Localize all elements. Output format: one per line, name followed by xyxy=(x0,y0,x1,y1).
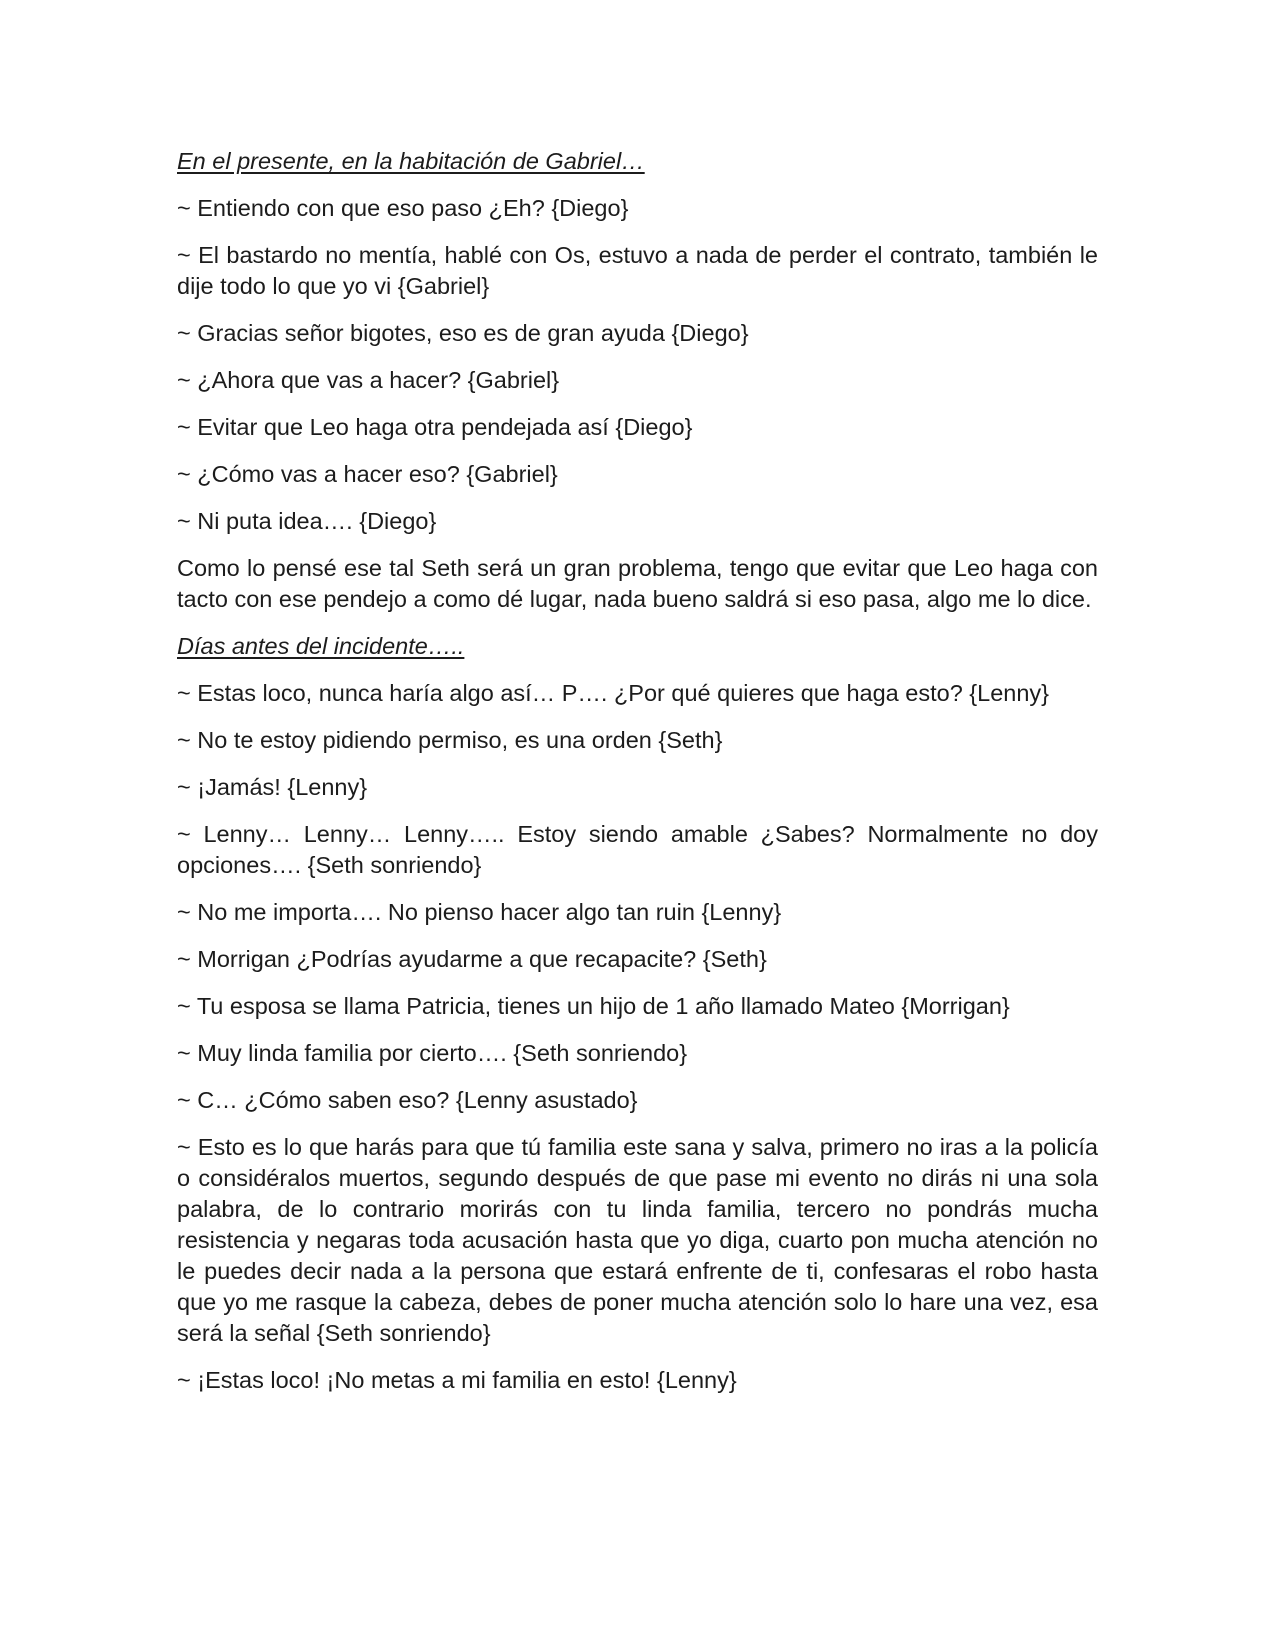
dialogue-line: ~ No te estoy pidiendo permiso, es una orden {Seth} xyxy=(177,727,723,753)
dialogue-line: ~ Esto es lo que harás para que tú familia este sana y salva, primero no iras a la policía o considéralos muertos, segundo después de que pase mi evento no dirás ni una sola palabra, de lo contrario morirás con tu linda familia, tercero no pondrás mucha resistencia y negaras toda acusación hasta que yo diga, cuarto pon mucha atención no le puedes decir nada a la persona que estará enfrente de ti, confesaras el robo hasta que yo me rasque la cabeza, debes de poner mucha atención solo lo hare una vez, esa será la señal {Seth sonriendo} xyxy=(177,1134,1098,1346)
dialogue-line: ~ Entiendo con que eso paso ¿Eh? {Diego} xyxy=(177,195,629,221)
dialogue-line: ~ Ni puta idea…. {Diego} xyxy=(177,508,437,534)
document-page xyxy=(177,146,1098,1412)
scene-heading: En el presente, en la habitación de Gabriel… xyxy=(177,148,645,174)
dialogue-line: ~ Tu esposa se llama Patricia, tienes un hijo de 1 año llamado Mateo {Morrigan} xyxy=(177,993,1010,1019)
dialogue-line: ~ ¿Cómo vas a hacer eso? {Gabriel} xyxy=(177,461,558,487)
dialogue-line: ~ Lenny… Lenny… Lenny….. Estoy siendo amable ¿Sabes? Normalmente no doy opciones…. {Seth sonriendo} xyxy=(177,821,1098,878)
dialogue-line: ~ ¡Estas loco! ¡No metas a mi familia en esto! {Lenny} xyxy=(177,1367,737,1393)
dialogue-line: ~ C… ¿Cómo saben eso? {Lenny asustado} xyxy=(177,1087,638,1113)
dialogue-line: ~ ¡Jamás! {Lenny} xyxy=(177,774,368,800)
scene-heading: Días antes del incidente….. xyxy=(177,633,465,659)
dialogue-line: ~ No me importa…. No pienso hacer algo tan ruin {Lenny} xyxy=(177,899,782,925)
dialogue-line: ~ El bastardo no mentía, hablé con Os, estuvo a nada de perder el contrato, también le dije todo lo que yo vi {Gabriel} xyxy=(177,242,1098,299)
dialogue-line: ~ Morrigan ¿Podrías ayudarme a que recapacite? {Seth} xyxy=(177,946,767,972)
dialogue-line: ~ ¿Ahora que vas a hacer? {Gabriel} xyxy=(177,367,560,393)
dialogue-line: ~ Muy linda familia por cierto…. {Seth sonriendo} xyxy=(177,1040,688,1066)
narration-paragraph: Como lo pensé ese tal Seth será un gran problema, tengo que evitar que Leo haga con tacto con ese pendejo a como dé lugar, nada bueno saldrá si eso pasa, algo me lo dice. xyxy=(177,555,1098,612)
dialogue-line: ~ Evitar que Leo haga otra pendejada así {Diego} xyxy=(177,414,693,440)
dialogue-line: ~ Gracias señor bigotes, eso es de gran ayuda {Diego} xyxy=(177,320,749,346)
dialogue-line: ~ Estas loco, nunca haría algo así… P…. ¿Por qué quieres que haga esto? {Lenny} xyxy=(177,680,1050,706)
